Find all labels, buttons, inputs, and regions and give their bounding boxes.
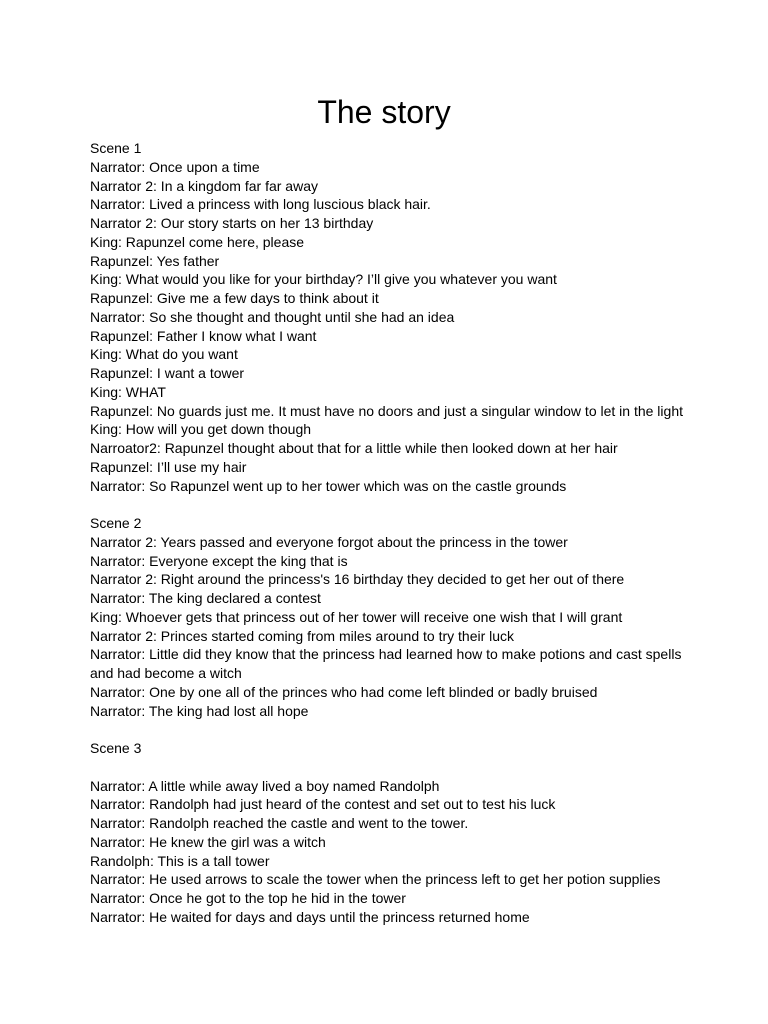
script-line: Narrator 2: Years passed and everyone forgot about the princess in the tower [90,533,568,550]
script-line: Rapunzel: No guards just me. It must have no doors and just a singular window to let in the light [90,402,683,419]
script-line: Narrator 2: Our story starts on her 13 birthday [90,215,374,231]
scene-heading: Scene 2 [90,515,142,531]
script-line: Narrator: He waited for days and days until the princess returned home [90,908,530,925]
script-line: Randolph: This is a tall tower [90,852,270,869]
script-line: Narrator: He used arrows to scale the tower when the princess left to get her potion supplies [90,871,661,888]
script-line: Rapunzel: Yes father [90,252,220,269]
script-line: Narrator: Lived a princess with long luscious black hair. [90,196,431,213]
script-line: King: What would you like for your birthday? I’ll give you whatever you want [90,271,557,288]
script-line: Narrator 2: In a kingdom far far away [90,177,318,194]
script-line: Narrator: The king declared a contest [90,590,321,606]
story-script [90,139,690,927]
scene-heading: Scene 3 [90,740,142,756]
document-title: The story [317,94,451,130]
blank-line [90,758,690,777]
script-line: Rapunzel: I’ll use my hair [90,458,247,475]
script-line: Narroator2: Rapunzel thought about that for a little while then looked down at her hair [90,440,618,456]
script-line: Narrator: A little while away lived a boy named Randolph [90,777,440,794]
script-line: King: How will you get down though [90,421,312,438]
script-line: Narrator: The king had lost all hope [90,702,309,719]
script-line: King: Whoever gets that princess out of her tower will receive one wish that I will grant [90,608,623,625]
script-line: Narrator: Everyone except the king that is [90,552,348,569]
script-line: Narrator 2: Princes started coming from miles around to try their luck [90,627,515,644]
script-line: Narrator: One by one all of the princes who had come left blinded or badly bruised [90,683,598,700]
script-line: Narrator: He knew the girl was a witch [90,833,326,850]
script-line: Narrator 2: Right around the princess's 16 birthday they decided to get her out of there [90,571,625,588]
script-line: Narrator: Randolph had just heard of the contest and set out to test his luck [90,796,556,813]
script-line: Narrator: Once he got to the top he hid in the tower [90,890,406,906]
script-line: Narrator: Little did they know that the princess had learned how to make potions and cast spells [90,646,682,663]
script-line: Rapunzel: I want a tower [90,365,245,381]
script-line: and had become a witch [90,665,242,681]
script-line: King: Rapunzel come here, please [90,233,305,250]
scene-heading: Scene 1 [90,140,142,156]
script-line: King: WHAT [90,383,166,400]
blank-line [90,720,690,739]
script-line: Narrator: So she thought and thought until she had an idea [90,308,455,325]
script-line: Rapunzel: Father I know what I want [90,327,317,344]
script-line: Narrator: Once upon a time [90,158,260,175]
script-line: Rapunzel: Give me a few days to think about it [90,290,379,306]
script-line: Narrator: Randolph reached the castle and went to the tower. [90,815,469,831]
script-line: King: What do you want [90,346,238,363]
script-line: Narrator: So Rapunzel went up to her tower which was on the castle grounds [90,477,567,494]
blank-line [90,495,690,514]
